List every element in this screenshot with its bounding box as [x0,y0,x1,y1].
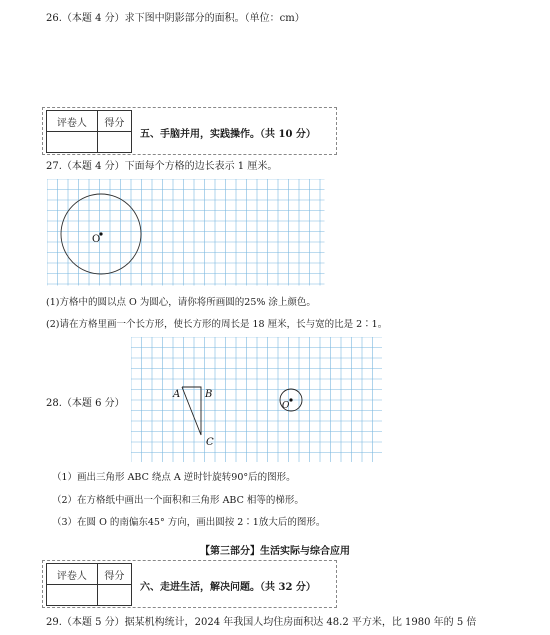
question-27: 27.（本题 4 分）下面每个方格的边长表示 1 厘米。 [46,161,278,172]
label-b: B [205,389,213,400]
label-a: A [173,389,181,400]
triangle-abc [182,387,201,435]
grader-cell[interactable] [47,585,98,606]
question-26: 26.（本题 4 分）求下图中阴影部分的面积。（单位：cm） [46,13,305,24]
q27-grid-figure [47,179,325,286]
q27-part-1: (1)方格中的圆以点 O 为圆心，请你将所画圆的25% 涂上颜色。 [46,297,316,308]
score-cell[interactable] [97,132,131,153]
q27-grid [47,179,325,286]
grader-cell[interactable] [47,132,98,153]
grader-label: 评卷人 [47,564,98,585]
section-5-title: 五、手脑并用，实践操作。（共 10 分） [140,129,316,140]
q27-center-label: O [92,234,101,245]
score-cell[interactable] [97,585,131,606]
q28-grid [131,337,382,462]
grader-label: 评卷人 [47,111,98,132]
q28-grid-figure [131,337,383,463]
q28-part-3: （3）在圆 O 的南偏东45° 方向，画出圆按 2∶1放大后的图形。 [52,517,326,528]
score-label: 得分 [97,564,131,585]
q28-circle-center [289,398,292,401]
part-3-heading: 【第三部分】生活实际与综合应用 [200,546,350,557]
question-28: 28.（本题 6 分） [46,398,125,409]
q28-part-2: （2）在方格纸中画出一个面积和三角形 ABC 相等的梯形。 [52,495,304,506]
score-label: 得分 [97,111,131,132]
label-c: C [206,437,214,448]
q28-part-1: （1）画出三角形 ABC 绕点 A 逆时针旋转90°后的图形。 [52,472,296,483]
question-29: 29.（本题 5 分）据某机构统计，2024 年我国人均住房面积达 48.2 平方米，比 1980 年的 5 倍 [46,617,477,628]
section-5-score-table [46,110,132,153]
label-o: O [282,401,290,411]
section-6-title: 六、走进生活，解决问题。（共 32 分） [140,582,316,593]
section-6-score-table [46,563,132,606]
q27-part-2: (2)请在方格里画一个长方形，使长方形的周长是 18 厘米，长与宽的比是 2∶1。 [46,319,388,330]
